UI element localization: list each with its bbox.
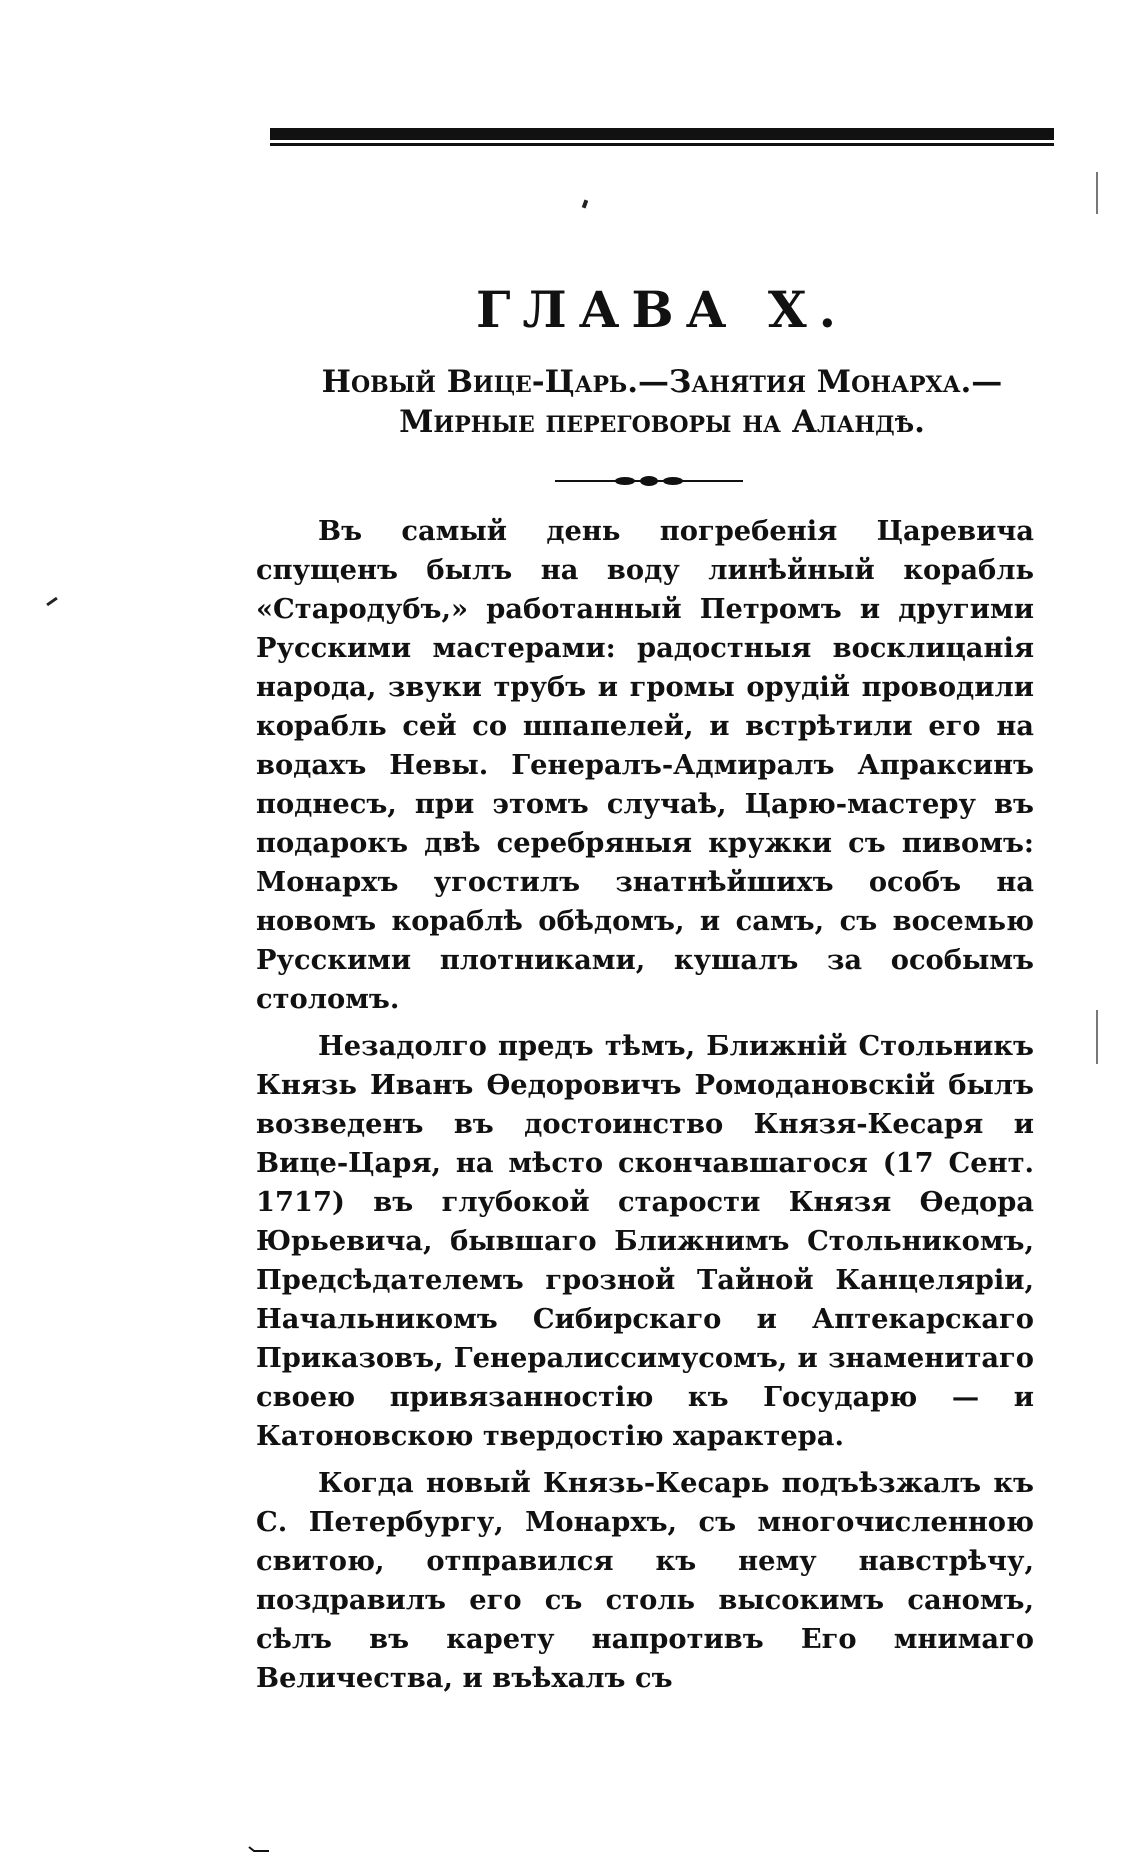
ink-speck [582, 200, 588, 209]
chapter-body [256, 512, 1034, 1706]
chapter-title: ГЛАВА X. [475, 280, 849, 339]
signature-mark-icon [248, 1846, 270, 1852]
page-edge-line [1096, 1010, 1098, 1064]
header-double-rule [270, 128, 1054, 146]
page-edge-line [1096, 172, 1098, 214]
paragraph: Когда новый Князь-Кесарь подъѣзжалъ къ С. Петербургу, Монархъ, съ многочисленною свитою, отправился къ нему навстрѣчу, поздравилъ его съ столь высокимъ саномъ, сѣлъ въ карету напротивъ Его мнимаго Величества, и въѣхалъ съ [256, 1467, 1034, 1694]
ornament-divider-icon [555, 474, 743, 488]
paragraph: Въ самый день погребенія Царевича спущенъ былъ на воду линѣйный корабль «Стародубъ,» работанный Петромъ и другими Русскими мастерами: радостныя восклицанія народа, звуки трубъ и громы орудій проводили корабль сей со шпапелей, и встрѣтили его на водахъ Невы. Генералъ-Адмиралъ Апраксинъ поднесъ, при этомъ случаѣ, Царю-мастеру въ подарокъ двѣ серебряныя кружки съ пивомъ: Монархъ угостилъ знатнѣйшихъ особъ на новомъ кораблѣ обѣдомъ, и самъ, съ восемью Русскими плотниками, кушалъ за особымъ столомъ. [256, 515, 1034, 1015]
paragraph: Незадолго предъ тѣмъ, Ближній Стольникъ Князь Иванъ Ѳедоровичъ Ромодановскій былъ возведенъ въ достоинство Князя-Кесаря и Вице-Царя, на мѣсто скончавшагося (17 Сент. 1717) въ глубокой старости Князя Ѳедора Юрьевича, бывшаго Ближнимъ Стольникомъ, Предсѣдателемъ грозной Тайной Канцеляріи, Начальникомъ Сибирскаго и Аптекарскаго Приказовъ, Генералиссимусомъ, и знаменитаго своею привязанностію къ Государю — и Катоновскою твердостію характера. [256, 1030, 1034, 1452]
chapter-subtitle: Новый Вице-Царь.—Занятия Монарха.—Мирные переговоры на Аландѣ. [321, 364, 1003, 440]
ink-speck [46, 597, 58, 606]
